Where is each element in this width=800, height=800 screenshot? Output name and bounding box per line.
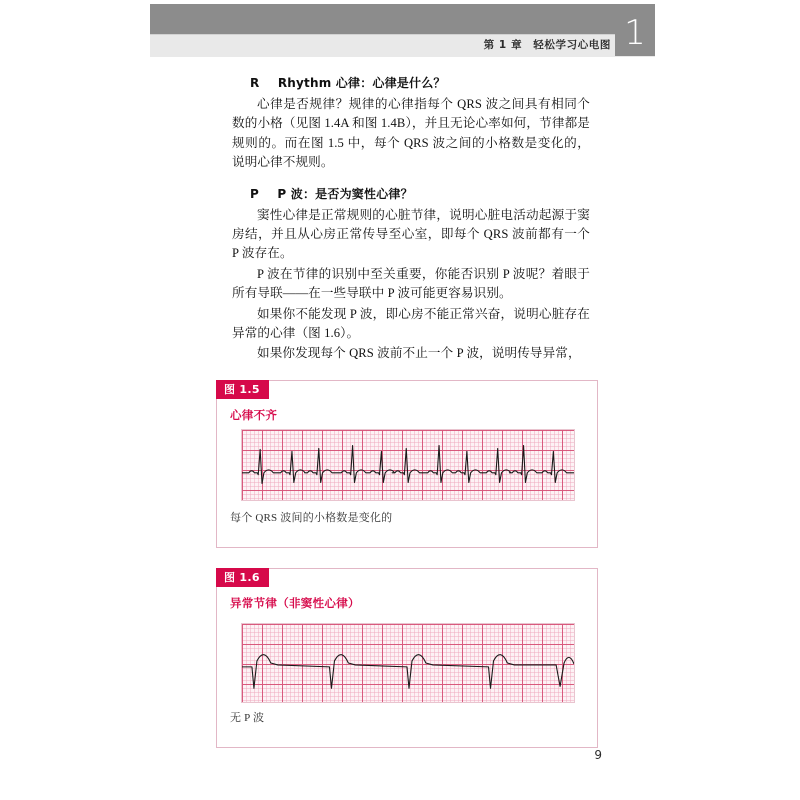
body-text-column	[232, 74, 590, 365]
ecg-trace-nonsinus	[242, 624, 574, 702]
paragraph: 心律是否规律？规律的心律指每个 QRS 波之间具有相同个数的小格（见图 1.4A 和图 1.4B），并且无论心率如何，节律都是规则的。而在图 1.5 中，每个 QRS 波之间的小格数是变化的，说明心律不规则。	[232, 97, 590, 170]
figure-box	[216, 380, 598, 548]
paragraph: 如果你不能发现 P 波，即心房不能正常兴奋，说明心脏存在异常的心律（图 1.6）。	[232, 306, 590, 341]
section-heading-pwave: P P 波：是否为窦性心律？	[250, 186, 413, 201]
chapter-number: 1	[624, 13, 646, 53]
figure-caption: 无 P 波	[230, 712, 265, 724]
figure-tag: 图 1.6	[216, 568, 269, 587]
figure-title: 心律不齐	[230, 408, 278, 422]
figure-caption: 每个 QRS 波间的小格数是变化的	[230, 512, 393, 524]
section-heading-rhythm: R Rhythm 心律：心律是什么？	[250, 76, 446, 90]
page-number: 9	[594, 748, 602, 762]
running-header	[150, 4, 655, 56]
chapter-title: 第 1 章 轻松学习心电图	[483, 39, 611, 51]
paragraph: 如果你发现每个 QRS 波前不止一个 P 波，说明传导异常，	[257, 346, 581, 361]
header-band-dark	[150, 4, 655, 34]
paragraph: 窦性心律是正常规则的心脏节律，说明心脏电活动起源于窦房结，并且从心房正常传导至心室，即每个 QRS 波前都有一个 P 波存在。	[232, 207, 590, 261]
figure-title: 异常节律（非窦性心律）	[230, 596, 360, 610]
ecg-trace-irregular	[242, 430, 574, 500]
ecg-strip	[241, 623, 575, 703]
figure-tag: 图 1.5	[216, 380, 269, 399]
figure-box	[216, 568, 598, 748]
paragraph: P 波在节律的识别中至关重要，你能否识别 P 波呢？着眼于所有导联——在一些导联中 P 波可能更容易识别。	[232, 266, 590, 301]
ecg-strip	[241, 429, 575, 501]
